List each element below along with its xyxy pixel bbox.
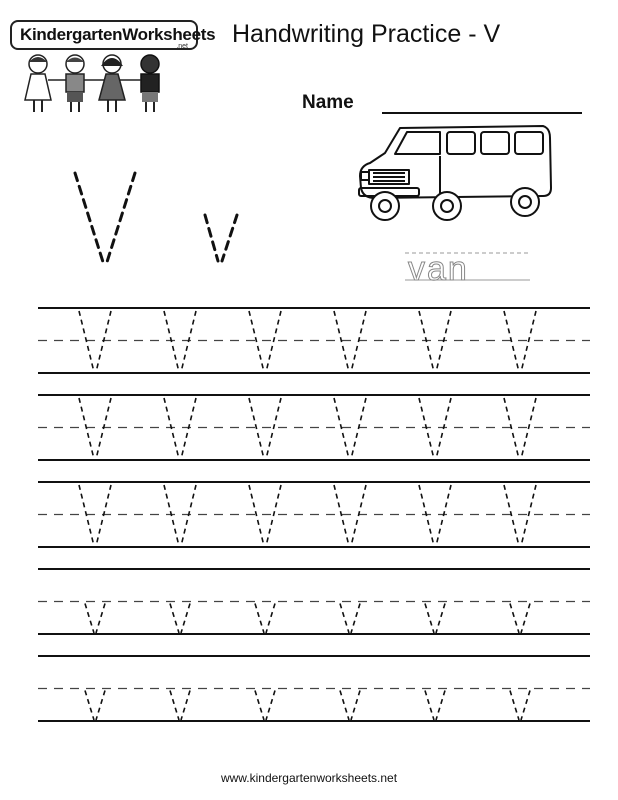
traced-letter-lowercase	[510, 691, 530, 721]
word-trace	[400, 250, 535, 290]
kids-holding-hands-icon	[20, 52, 170, 114]
traced-letter-lowercase	[340, 604, 360, 634]
practice-row[interactable]	[38, 482, 590, 547]
kid-icon	[66, 55, 84, 112]
traced-letter-uppercase	[164, 311, 196, 372]
footer-url[interactable]: www.kindergartenworksheets.net	[220, 771, 398, 785]
traced-letter-uppercase	[419, 485, 451, 546]
traced-letter-uppercase	[504, 485, 536, 546]
site-logo[interactable]	[10, 20, 216, 115]
traced-letter-uppercase	[334, 311, 366, 372]
practice-row[interactable]	[38, 395, 590, 460]
traced-letter-lowercase	[170, 604, 190, 634]
practice-area[interactable]	[0, 300, 618, 730]
kid-icon	[99, 55, 125, 112]
traced-letter-uppercase	[249, 311, 281, 372]
van-icon	[355, 118, 555, 228]
traced-letter-uppercase	[334, 485, 366, 546]
kid-icon	[25, 55, 51, 112]
traced-letter-uppercase	[79, 398, 111, 459]
logo-suffix-text: .net	[176, 43, 188, 50]
name-write-line[interactable]	[382, 112, 582, 114]
lowercase-v-model	[205, 215, 237, 261]
practice-row[interactable]	[38, 569, 590, 634]
traced-letter-lowercase	[170, 691, 190, 721]
traced-letter-lowercase	[425, 691, 445, 721]
traced-letter-lowercase	[340, 691, 360, 721]
traced-letter-uppercase	[334, 398, 366, 459]
traced-letter-uppercase	[419, 398, 451, 459]
traced-letter-uppercase	[419, 311, 451, 372]
traced-letter-lowercase	[255, 691, 275, 721]
traced-letter-uppercase	[164, 398, 196, 459]
traced-letter-uppercase	[249, 398, 281, 459]
traced-letter-uppercase	[79, 485, 111, 546]
page-title: Handwriting Practice - V	[232, 20, 501, 48]
traced-letter-lowercase	[85, 691, 105, 721]
name-label: Name	[302, 92, 354, 113]
traced-letter-uppercase	[504, 311, 536, 372]
logo-banner	[10, 20, 216, 50]
traced-letter-lowercase	[255, 604, 275, 634]
traced-word-text: van	[408, 250, 469, 288]
logo-brand-text: KindergartenWorksheets	[20, 25, 216, 44]
practice-row[interactable]	[38, 656, 590, 721]
practice-row[interactable]	[38, 308, 590, 373]
traced-letter-lowercase	[425, 604, 445, 634]
traced-letter-uppercase	[79, 311, 111, 372]
traced-letter-uppercase	[504, 398, 536, 459]
traced-letter-uppercase	[249, 485, 281, 546]
model-letters	[70, 165, 270, 270]
traced-letter-lowercase	[85, 604, 105, 634]
traced-letter-uppercase	[164, 485, 196, 546]
kid-icon	[141, 55, 159, 112]
traced-letter-lowercase	[510, 604, 530, 634]
uppercase-v-model	[75, 173, 135, 262]
